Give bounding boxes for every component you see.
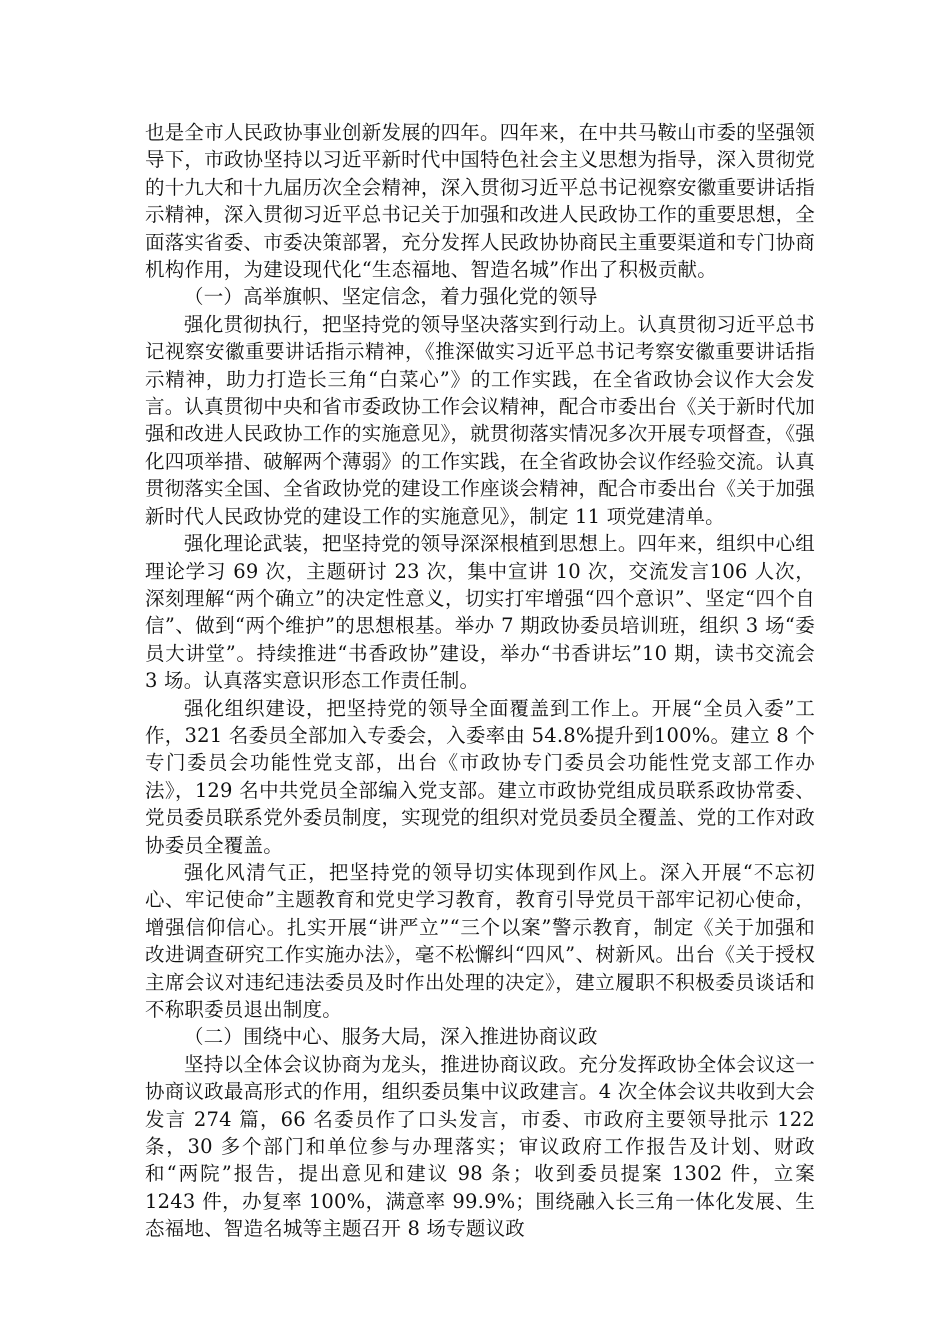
paragraph-intro: 也是全市人民政协事业创新发展的四年。四年来，在中共马鞍山市委的坚强领导下，市政协坚持以习近平新时代中国特色社会主义思想为指导，深入贯彻党的十九大和十九届历次全会精神，深入贯彻习近平总书记视察安徽重要讲话指示精神，深入贯彻习近平总书记关于加强和改进人民政协工作的重要思想，全面落实省委、市委决策部署，充分发挥人民政协协商民主重要渠道和专门协商机构作用，为建设现代化“生态福地、智造名城”作出了积极贡献。	[145, 121, 815, 282]
document-body	[145, 119, 815, 1243]
paragraph-execution: 强化贯彻执行，把坚持党的领导坚决落实到行动上。认真贯彻习近平总书记视察安徽重要讲话指示精神，《推深做实习近平总书记考察安徽重要讲话指示精神，助力打造长三角“白菜心”》的工作实践，在全省政协会议作大会发言。认真贯彻中央和省市委政协工作会议精神，配合市委出台《关于新时代加强和改进人民政协工作的实施意见》，就贯彻落实情况多次开展专项督查，《强化四项举措、破解两个薄弱》的工作实践，在全省政协会议作经验交流。认真贯彻落实全国、全省政协党的建设工作座谈会精神，配合市委出台《关于加强新时代人民政协党的建设工作的实施意见》，制定 11 项党建清单。	[145, 312, 816, 528]
section-heading-1: （一）高举旗帜、坚定信念，着力强化党的领导	[184, 285, 598, 309]
paragraph-consultation: 坚持以全体会议协商为龙头，推进协商议政。充分发挥政协全体会议这一协商议政最高形式的作用，组织委员集中议政建言。4 次全体会议共收到大会发言 274 篇，66 名委员作了口头发言，市委、市政府主要领导批示 122 条，30 多个部门和单位参与办理落实；审议政府工作报告及计划、财政和“两院”报告，提出意见和建议 98 条；收到委员提案 1302 件，立案 1243 件，办复率 100%，满意率 99.9%；围绕融入长三角一体化发展、生态福地、智造名城等主题召开 8 场专题议政	[145, 1052, 815, 1241]
paragraph-organization: 强化组织建设，把坚持党的领导全面覆盖到工作上。开展“全员入委”工作，321 名委员全部加入专委会，入委率由 54.8%提升到100%。建立 8 个专门委员会功能性党支部，出台《市政协专门委员会功能性党支部工作办法》，129 名中共党员全部编入党支部。建立市政协党组成员联系政协常委、党员委员联系党外委员制度，实现党的组织对党员委员全覆盖、党的工作对政协委员全覆盖。	[145, 696, 815, 857]
paragraph-conduct: 强化风清气正，把坚持党的领导切实体现到作风上。深入开展“不忘初心、牢记使命”主题教育和党史学习教育，教育引导党员干部牢记初心使命，增强信仰信心。扎实开展“讲严立”“三个以案”警示教育，制定《关于加强和改进调查研究工作实施办法》，毫不松懈纠“四风”、树新风。出台《关于授权主席会议对违纪违法委员及时作出处理的决定》，建立履职不积极委员谈话和不称职委员退出制度。	[145, 860, 815, 1021]
paragraph-theory: 强化理论武装，把坚持党的领导深深根植到思想上。四年来，组织中心组理论学习 69 次，主题研讨 23 次，集中宣讲 10 次，交流发言106 人次，深刻理解“两个确立”的决定性意义，切实打牢增强“四个意识”、坚定“四个自信”、做到“两个维护”的思想根基。举办 7 期政协委员培训班，组织 3 场“委员大讲堂”。持续推进“书香政协”建设，举办“书香讲坛”10 期，读书交流会 3 场。认真落实意识形态工作责任制。	[145, 532, 815, 693]
section-heading-2: （二）围绕中心、服务大局，深入推进协商议政	[184, 1025, 598, 1049]
